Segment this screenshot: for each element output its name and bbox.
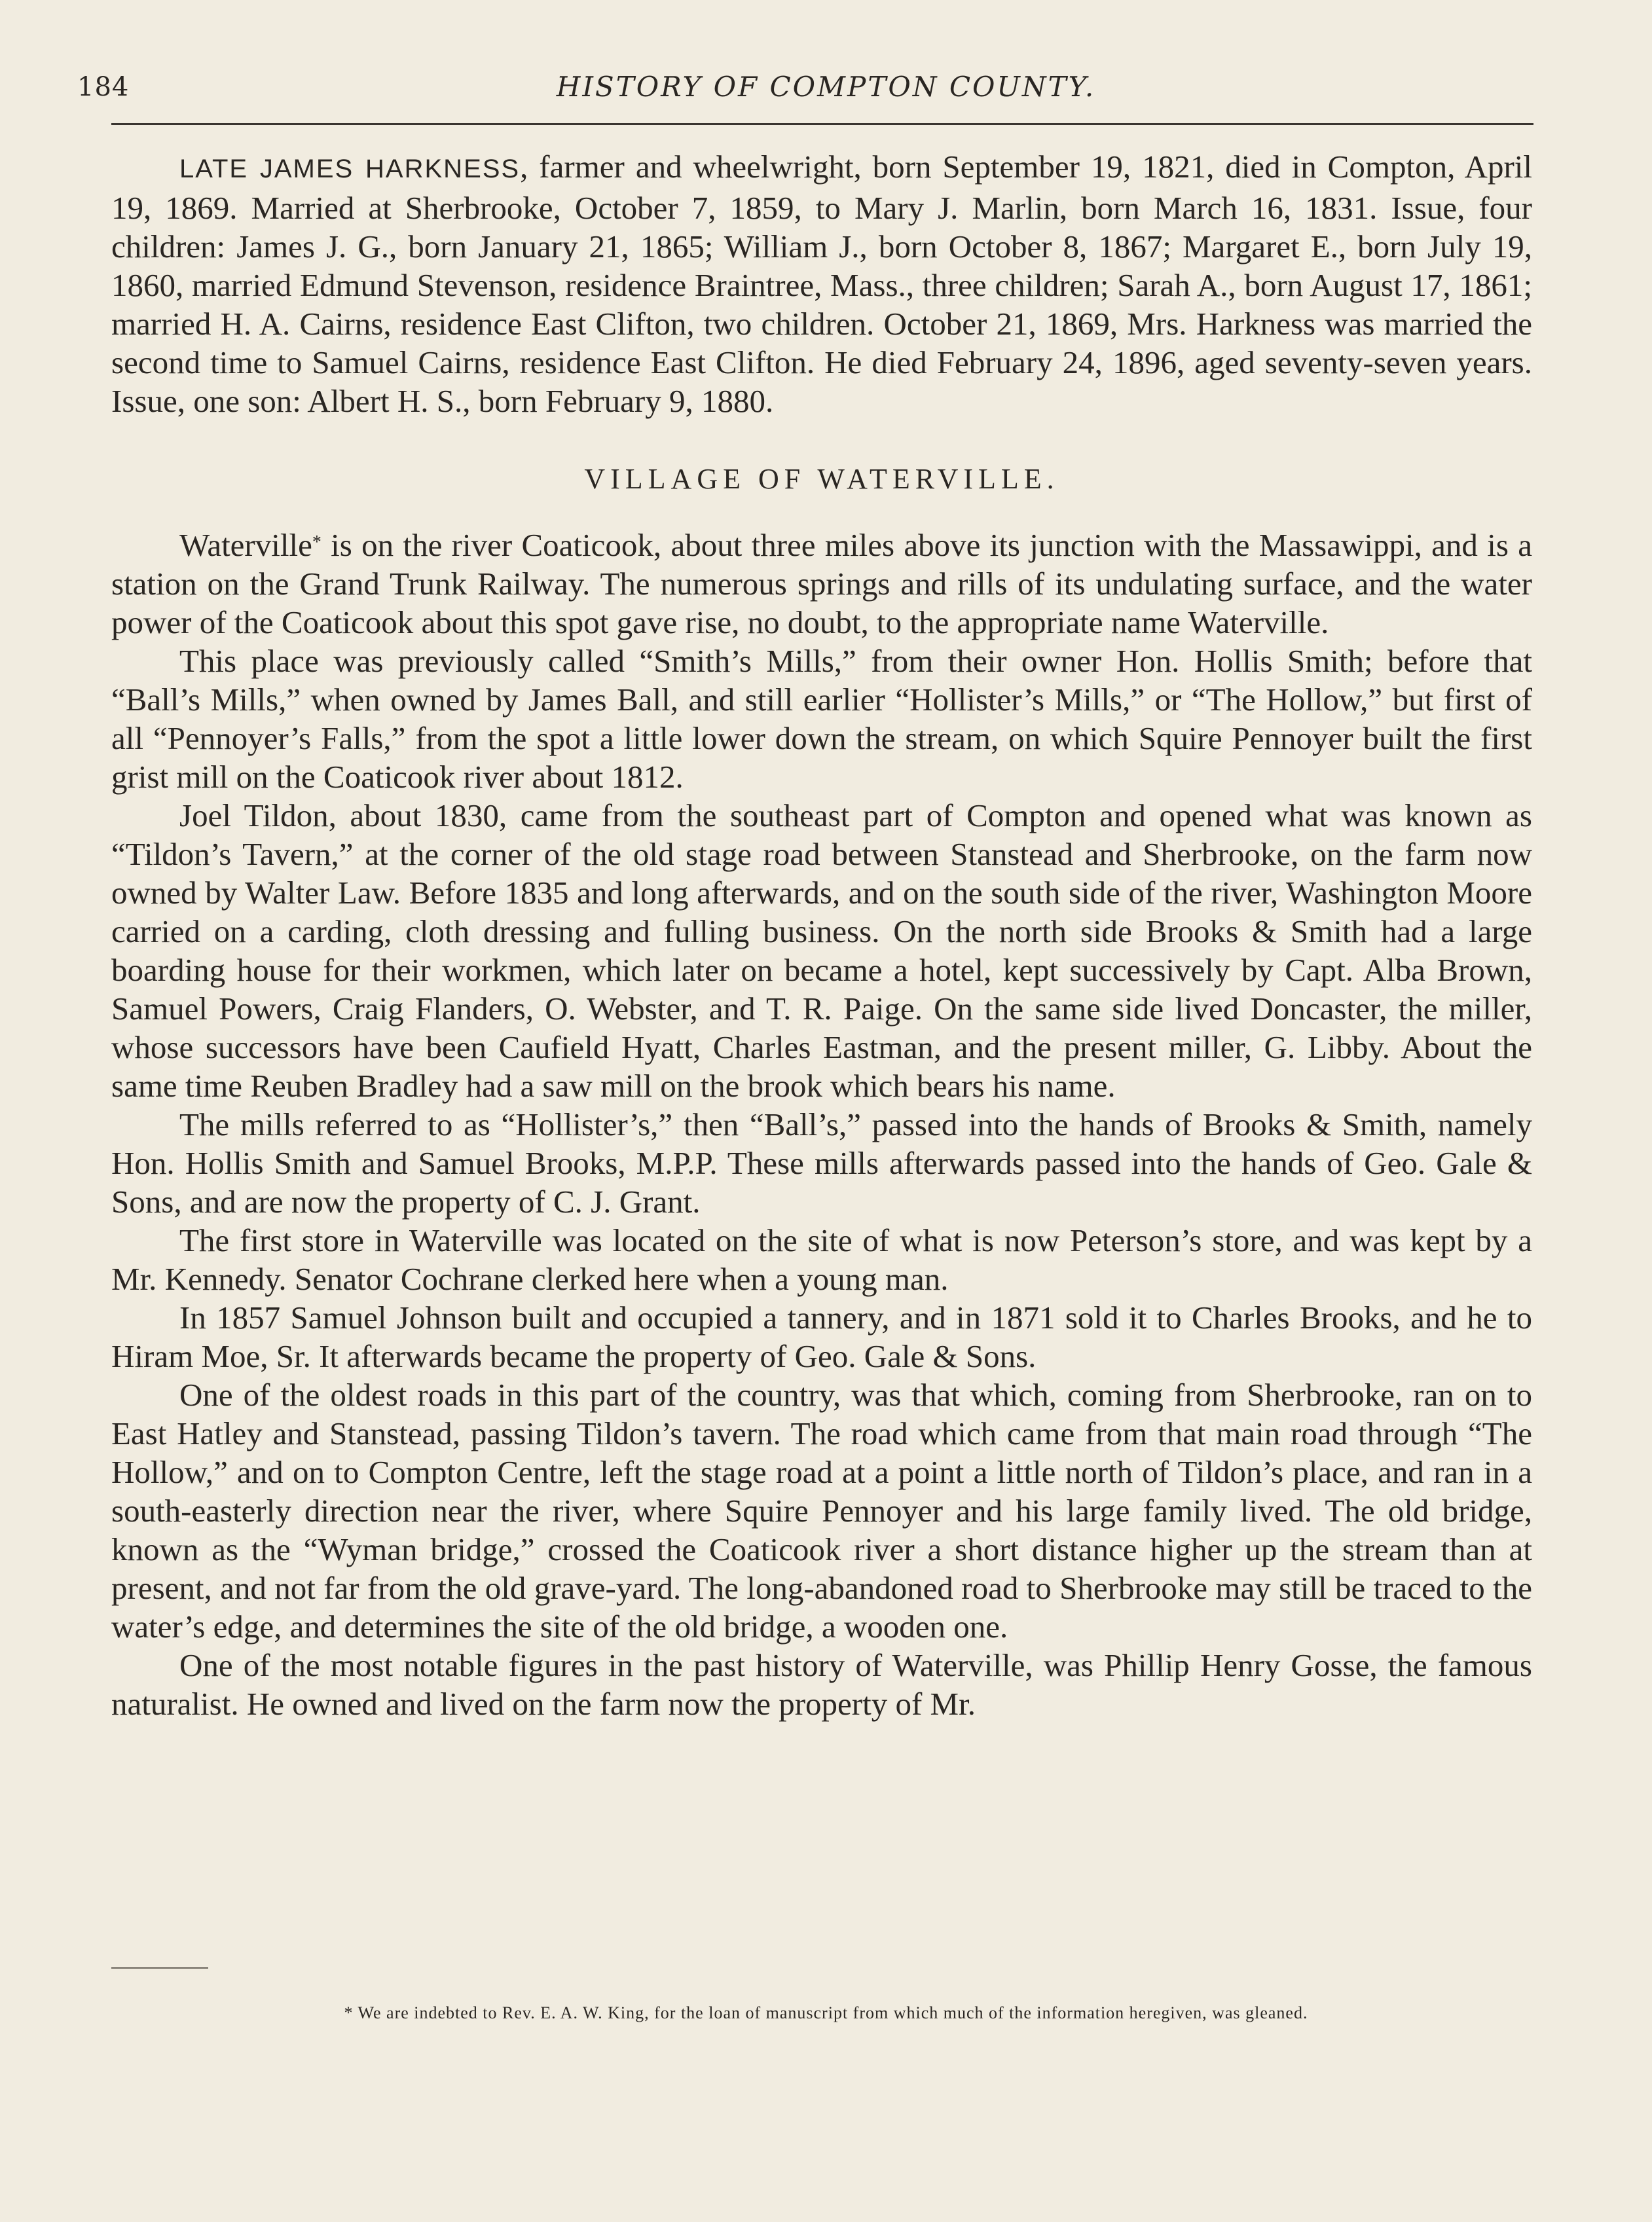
footnote-marker: * bbox=[312, 532, 321, 553]
running-title: HISTORY OF COMPTON COUNTY. bbox=[556, 71, 1096, 103]
body-text bbox=[111, 147, 1532, 1723]
paragraph-1-text: is on the river Coaticook, about three miles above its junction with the Massawippi, and is a station on the Grand Trunk Railway. The numerous springs and rills of its undulating surface, and the water power of the Coaticook about this spot gave rise, no doubt, to the appropriate name Waterville. bbox=[111, 527, 1532, 640]
paragraph-8: One of the most notable figures in the past history of Waterville, was Phillip Henry Gosse, the famous naturalist. He owned and lived on the farm now the property of Mr. bbox=[111, 1647, 1532, 1722]
paragraph-4: The mills referred to as “Hollister’s,” then “Ball’s,” passed into the hands of Brooks & Smith, namely Hon. Hollis Smith and Samuel Brooks, M.P.P. These mills afterwards passed into the hands of Geo. Gale & Sons, and are now the property of C. J. Grant. bbox=[111, 1106, 1532, 1220]
first-word: Waterville bbox=[179, 527, 312, 563]
paragraph-7: One of the oldest roads in this part of the country, was that which, coming from Sherbrooke, ran on to East Hatley and Stanstead, passing Tildon’s tavern. The road which came from that main road through “The Hollow,” and on to Compton Centre, left the stage road at a point a little north of Tildon’s place, and ran in a south-easterly direction near the river, where Squire Pennoyer and his large family lived. The old bridge, known as the “Wyman bridge,” crossed the Coaticook river a short distance higher up the stream than at present, and not far from the old grave-yard. The long-abandoned road to Sherbrooke may still be traced to the water’s edge, and determines the site of the old bridge, a wooden one. bbox=[111, 1377, 1532, 1645]
section-heading: VILLAGE OF WATERVILLE. bbox=[584, 463, 1059, 495]
entry-name: LATE JAMES HARKNESS bbox=[179, 155, 521, 183]
footnote-rule bbox=[111, 1967, 208, 1969]
harkness-entry bbox=[111, 147, 1532, 420]
header-rule bbox=[111, 123, 1533, 125]
page-number: 184 bbox=[77, 72, 130, 102]
paragraph-2: This place was previously called “Smith’s Mills,” from their owner Hon. Hollis Smith; before that “Ball’s Mills,” when owned by James Ball, and still earlier “Hollister’s Mills,” or “The Hollow,” but first of all “Pennoyer’s Falls,” from the spot a little lower down the stream, on which Squire Pennoyer built the first grist mill on the Coaticook river about 1812. bbox=[111, 643, 1532, 795]
paragraph-1 bbox=[111, 526, 1532, 642]
paragraph-3: Joel Tildon, about 1830, came from the southeast part of Compton and opened what was known as “Tildon’s Tavern,” at the corner of the old stage road between Stanstead and Sherbrooke, on the farm now owned by Walter Law. Before 1835 and long afterwards, and on the south side of the river, Washington Moore carried on a carding, cloth dressing and fulling business. On the north side Brooks & Smith had a large boarding house for their workmen, which later on became a hotel, kept successively by Capt. Alba Brown, Samuel Powers, Craig Flanders, O. Webster, and T. R. Paige. On the same side lived Doncaster, the miller, whose successors have been Caufield Hyatt, Charles Eastman, and the present miller, G. Libby. About the same time Reuben Bradley had a saw mill on the brook which bears his name. bbox=[111, 797, 1532, 1104]
paragraph-6: In 1857 Samuel Johnson built and occupied a tannery, and in 1871 sold it to Charles Brooks, and he to Hiram Moe, Sr. It afterwards became the property of Geo. Gale & Sons. bbox=[111, 1300, 1532, 1374]
entry-text: , farmer and wheelwright, born September 19, 1821, died in Compton, April 19, 1869. Married at Sherbrooke, October 7, 1859, to Mary J. Marlin, born March 16, 1831. Issue, four children: James J. G., born January 21, 1865; William J., born October 8, 1867; Margaret E., born July 19, 1860, married Edmund Stevenson, residence Braintree, Mass., three children; Sarah A., born August 17, 1861; married H. A. Cairns, residence East Clifton, two children. October 21, 1869, Mrs. Harkness was married the second time to Samuel Cairns, residence East Clifton. He died February 24, 1896, aged seventy-seven years. Issue, one son: Albert H. S., born February 9, 1880. bbox=[111, 149, 1532, 419]
footnote: * We are indebted to Rev. E. A. W. King, for the loan of manuscript from which much of the information heregiven, was gleaned. bbox=[344, 2003, 1308, 2022]
paragraph-5: The first store in Waterville was located on the site of what is now Peterson’s store, and was kept by a Mr. Kennedy. Senator Cochrane clerked here when a young man. bbox=[111, 1222, 1532, 1297]
